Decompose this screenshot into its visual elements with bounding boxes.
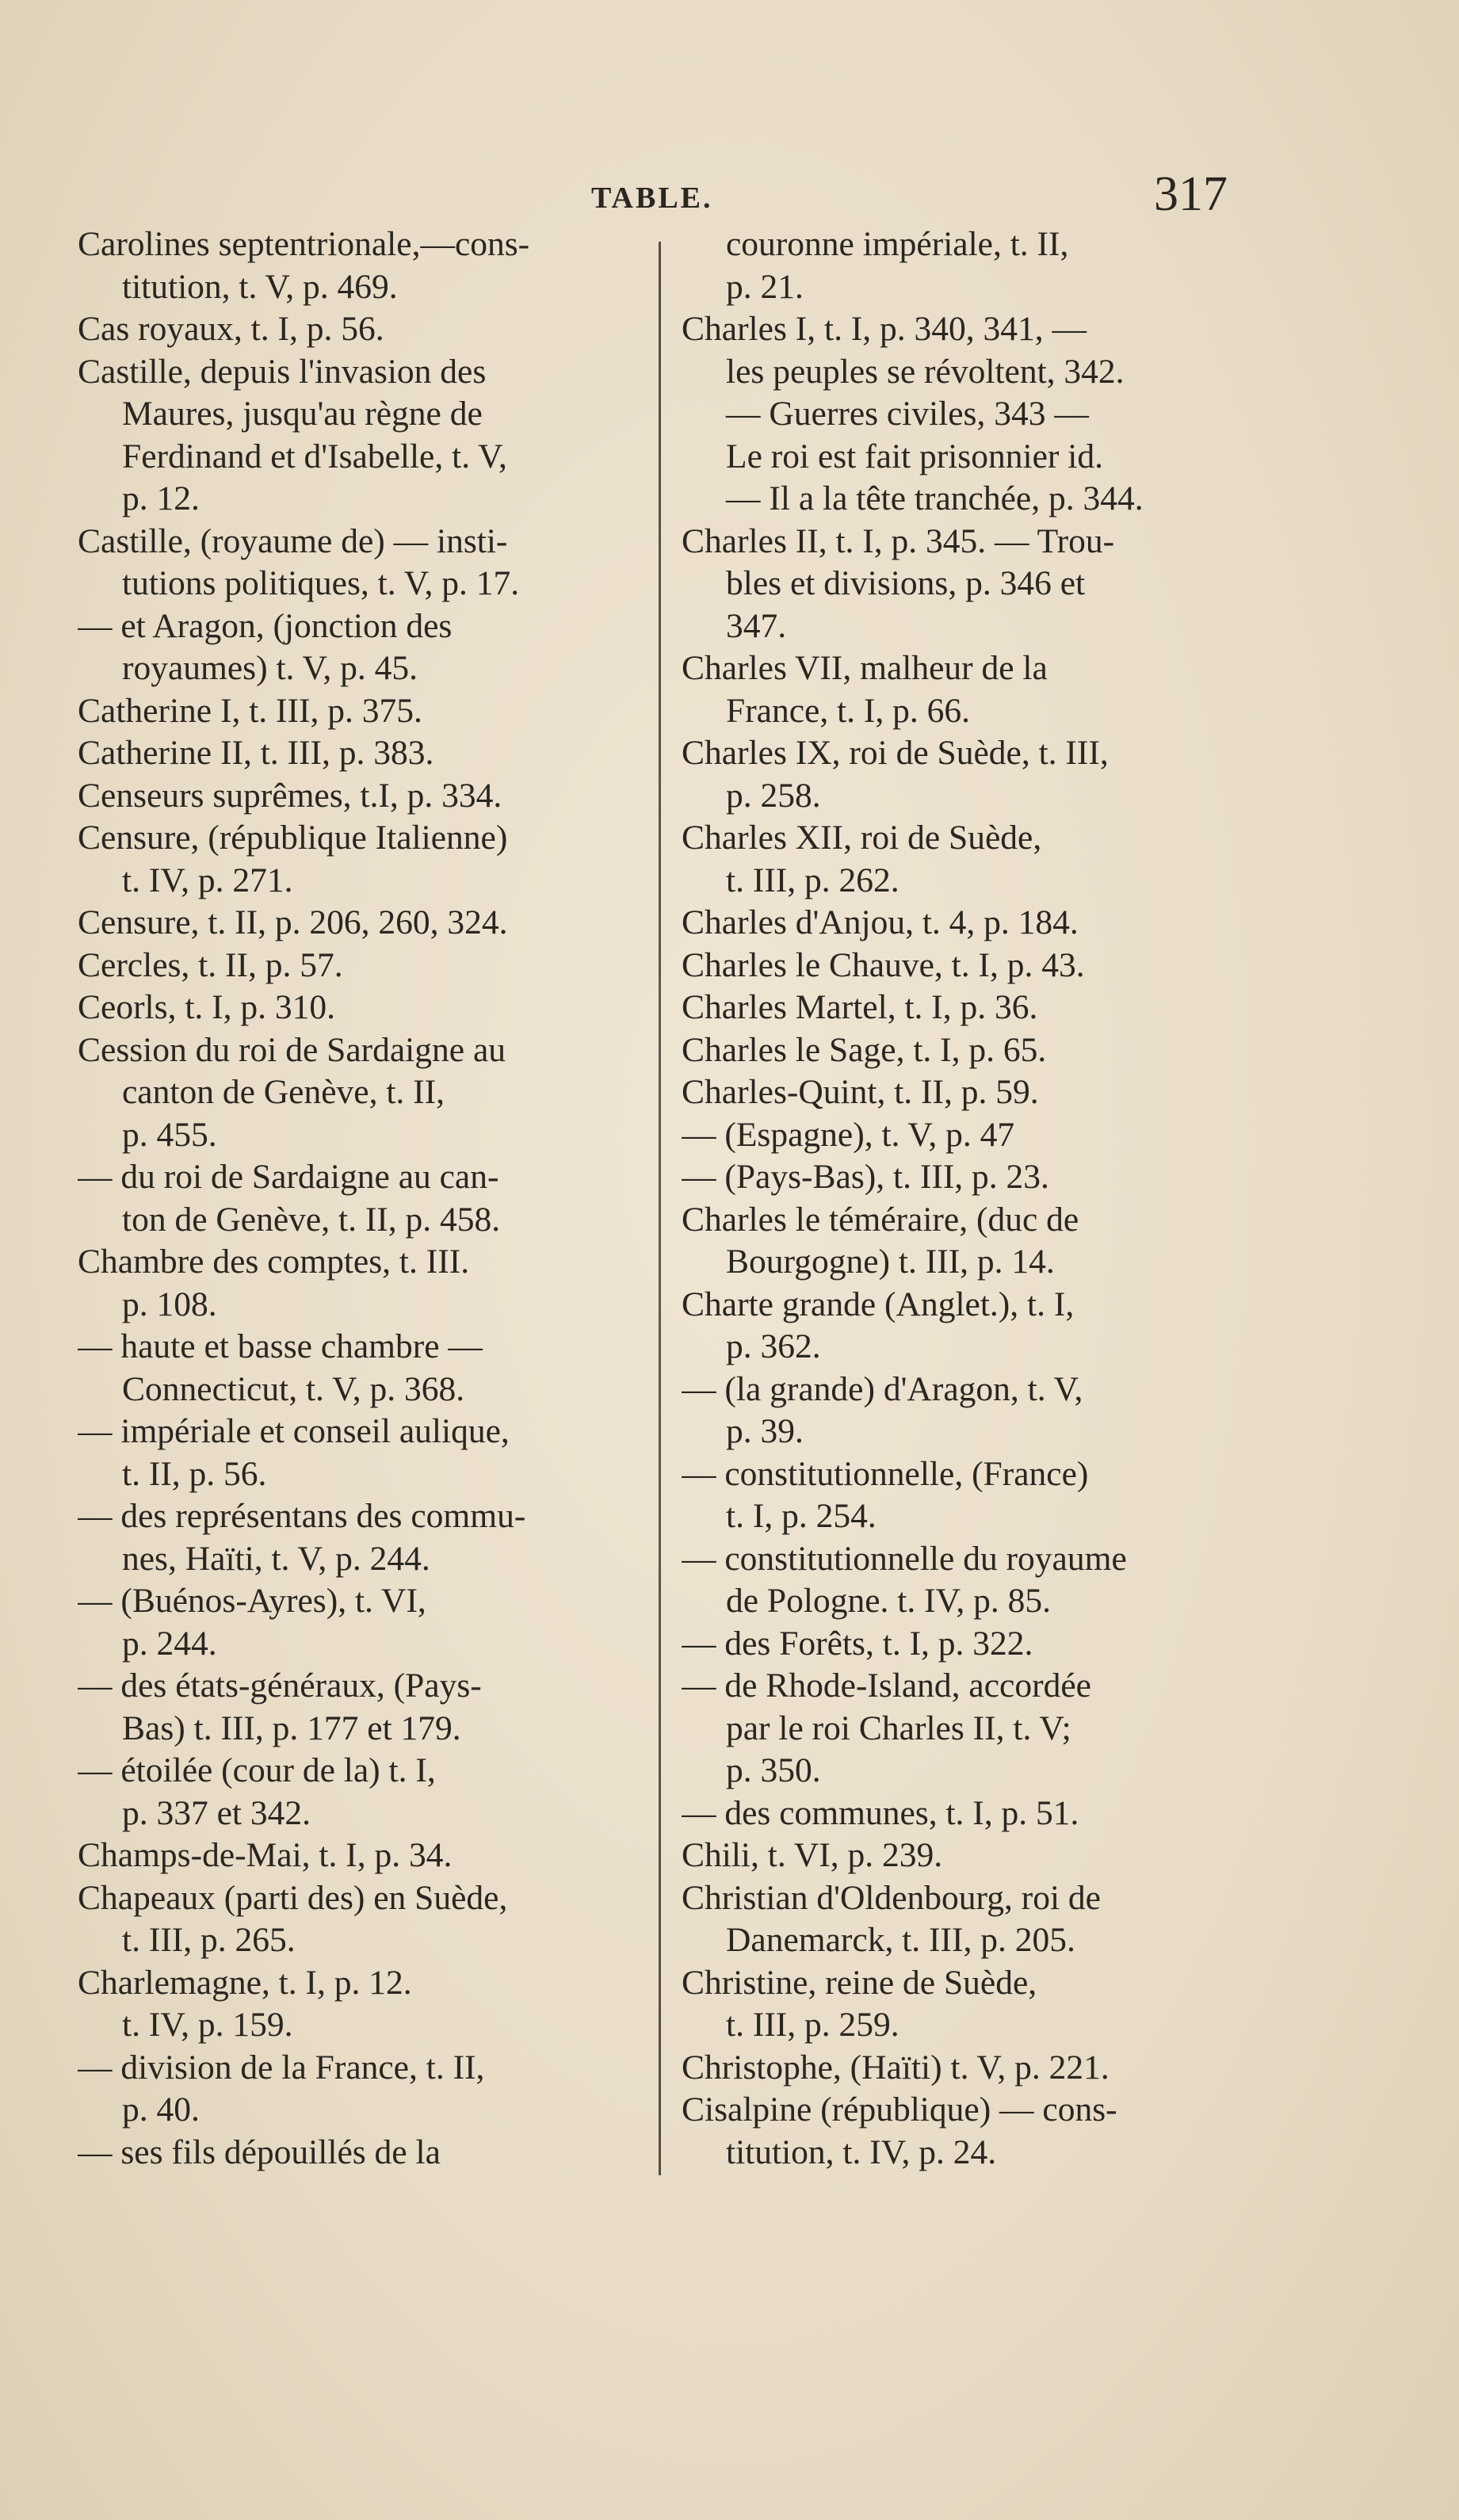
index-entry-line: Cisalpine (république) — cons- xyxy=(682,2090,1117,2129)
index-entry-line: Danemarck, t. III, p. 205. xyxy=(726,1921,1075,1959)
index-entry-line: Bas) t. III, p. 177 et 179. xyxy=(122,1709,461,1747)
index-entry-line: — des Forêts, t. I, p. 322. xyxy=(682,1624,1033,1663)
index-entry-line: — haute et basse chambre — xyxy=(78,1327,483,1365)
index-entry-line: Charles le Sage, t. I, p. 65. xyxy=(682,1030,1047,1069)
index-entry-line: — constitutionnelle, (France) xyxy=(682,1454,1089,1493)
index-entry-line: Castille, depuis l'invasion des xyxy=(78,352,487,391)
index-entry-line: — (Espagne), t. V, p. 47 xyxy=(682,1115,1015,1154)
index-entry-line: Charles d'Anjou, t. 4, p. 184. xyxy=(682,903,1079,941)
index-entry-line: Censure, (république Italienne) xyxy=(78,819,508,857)
index-entry-line: — ses fils dépouillés de la xyxy=(78,2132,441,2171)
index-entry-line: Chambre des comptes, t. III. xyxy=(78,1243,470,1281)
index-entry-line: Cercles, t. II, p. 57. xyxy=(78,945,343,984)
index-entry-line: — constitutionnelle du royaume xyxy=(682,1539,1127,1578)
index-entry-line: Catherine I, t. III, p. 375. xyxy=(78,691,422,730)
index-entry-line: Chili, t. VI, p. 239. xyxy=(682,1836,943,1874)
index-entry-line: — (la grande) d'Aragon, t. V, xyxy=(682,1369,1083,1408)
index-entry-line: Charles le téméraire, (duc de xyxy=(682,1200,1079,1239)
index-entry-line: t. I, p. 254. xyxy=(726,1497,877,1535)
index-entry-line: p. 350. xyxy=(726,1751,821,1789)
index-entry-line: Christian d'Oldenbourg, roi de xyxy=(682,1878,1101,1917)
index-entry-line: Charles le Chauve, t. I, p. 43. xyxy=(682,945,1085,984)
index-entry-line: p. 362. xyxy=(726,1327,821,1365)
index-entry-line: — des communes, t. I, p. 51. xyxy=(682,1793,1079,1832)
index-entry-line: p. 21. xyxy=(726,267,804,306)
index-entry-line: Censure, t. II, p. 206, 260, 324. xyxy=(78,903,508,941)
index-entry-line: — du roi de Sardaigne au can- xyxy=(78,1158,499,1196)
index-entry-line: — étoilée (cour de la) t. I, xyxy=(78,1751,436,1789)
index-entry-line: t. III, p. 259. xyxy=(726,2006,899,2044)
index-entry-line: — (Buénos-Ayres), t. VI, xyxy=(78,1582,426,1620)
index-entry-line: Maures, jusqu'au règne de xyxy=(122,395,483,433)
index-entry-line: bles et divisions, p. 346 et xyxy=(726,564,1086,602)
index-entry-line: — des états-généraux, (Pays- xyxy=(78,1667,482,1705)
index-entry-line: Le roi est fait prisonnier id. xyxy=(726,437,1103,475)
index-entry-line: Charlemagne, t. I, p. 12. xyxy=(78,1963,412,2002)
index-entry-line: p. 244. xyxy=(122,1624,217,1663)
index-entry-line: canton de Genève, t. II, xyxy=(122,1073,445,1111)
index-entry-line: p. 40. xyxy=(122,2090,200,2129)
index-entry-line: les peuples se révoltent, 342. xyxy=(726,352,1125,391)
index-entry-line: t. III, p. 262. xyxy=(726,861,899,899)
index-entry-line: Cession du roi de Sardaigne au xyxy=(78,1030,506,1069)
column-divider xyxy=(659,242,661,2175)
index-entry-line: t. IV, p. 159. xyxy=(122,2006,293,2044)
running-head: TABLE. xyxy=(591,181,713,215)
index-entry-line: Charte grande (Anglet.), t. I, xyxy=(682,1285,1075,1323)
index-entry-line: Christophe, (Haïti) t. V, p. 221. xyxy=(682,2048,1110,2087)
index-entry-line: — (Pays-Bas), t. III, p. 23. xyxy=(682,1158,1049,1196)
index-entry-line: p. 108. xyxy=(122,1285,217,1323)
index-entry-line: titution, t. IV, p. 24. xyxy=(726,2132,997,2171)
index-entry-line: Catherine II, t. III, p. 383. xyxy=(78,734,434,772)
index-entry-line: Christine, reine de Suède, xyxy=(682,1963,1037,2002)
index-entry-line: Bourgogne) t. III, p. 14. xyxy=(726,1243,1055,1281)
index-entry-line: Cas royaux, t. I, p. 56. xyxy=(78,310,384,348)
index-entry-line: titution, t. V, p. 469. xyxy=(122,267,398,306)
index-entry-line: royaumes) t. V, p. 45. xyxy=(122,649,418,687)
index-entry-line: t. II, p. 56. xyxy=(122,1454,267,1493)
index-entry-line: par le roi Charles II, t. V; xyxy=(726,1709,1071,1747)
index-entry-line: p. 258. xyxy=(726,776,821,815)
index-entry-line: nes, Haïti, t. V, p. 244. xyxy=(122,1539,430,1578)
index-entry-line: Champs-de-Mai, t. I, p. 34. xyxy=(78,1836,453,1874)
index-entry-line: tutions politiques, t. V, p. 17. xyxy=(122,564,520,602)
index-entry-line: Charles II, t. I, p. 345. — Trou- xyxy=(682,521,1115,560)
index-entry-line: — impériale et conseil aulique, xyxy=(78,1412,510,1450)
index-entry-line: Ceorls, t. I, p. 310. xyxy=(78,988,336,1026)
index-entry-line: Carolines septentrionale,—cons- xyxy=(78,225,530,263)
index-entry-line: p. 337 et 342. xyxy=(122,1793,311,1832)
index-column-left xyxy=(78,223,642,2174)
index-entry-line: p. 12. xyxy=(122,479,200,517)
page-number: 317 xyxy=(1154,167,1228,221)
index-entry-line: couronne impériale, t. II, xyxy=(726,225,1069,263)
index-entry-line: Castille, (royaume de) — insti- xyxy=(78,521,508,560)
index-entry-line: p. 39. xyxy=(726,1412,804,1450)
index-entry-line: Connecticut, t. V, p. 368. xyxy=(122,1369,465,1408)
index-entry-line: ton de Genève, t. II, p. 458. xyxy=(122,1200,501,1239)
index-entry-line: France, t. I, p. 66. xyxy=(726,691,971,730)
index-entry-line: p. 455. xyxy=(122,1115,217,1154)
index-column-right xyxy=(682,223,1252,2174)
index-entry-line: Charles-Quint, t. II, p. 59. xyxy=(682,1073,1039,1111)
index-entry-line: — de Rhode-Island, accordée xyxy=(682,1667,1091,1705)
index-entry-line: Ferdinand et d'Isabelle, t. V, xyxy=(122,437,507,475)
index-entry-line: t. IV, p. 271. xyxy=(122,861,293,899)
index-entry-line: Charles I, t. I, p. 340, 341, — xyxy=(682,310,1087,348)
index-entry-line: — et Aragon, (jonction des xyxy=(78,606,453,645)
index-entry-line: Charles VII, malheur de la xyxy=(682,649,1048,687)
index-entry-line: — Il a la tête tranchée, p. 344. xyxy=(726,479,1144,517)
index-entry-line: Chapeaux (parti des) en Suède, xyxy=(78,1878,508,1917)
index-entry-line: t. III, p. 265. xyxy=(122,1921,296,1959)
index-entry-line: Charles IX, roi de Suède, t. III, xyxy=(682,734,1109,772)
index-entry-line: — division de la France, t. II, xyxy=(78,2048,485,2087)
index-entry-line: Censeurs suprêmes, t.I, p. 334. xyxy=(78,776,502,815)
index-entry-line: — Guerres civiles, 343 — xyxy=(726,395,1089,433)
index-entry-line: — des représentans des commu- xyxy=(78,1497,526,1535)
index-entry-line: Charles XII, roi de Suède, xyxy=(682,819,1042,857)
index-entry-line: de Pologne. t. IV, p. 85. xyxy=(726,1582,1052,1620)
index-entry-line: Charles Martel, t. I, p. 36. xyxy=(682,988,1038,1026)
index-entry-line: 347. xyxy=(726,606,787,645)
